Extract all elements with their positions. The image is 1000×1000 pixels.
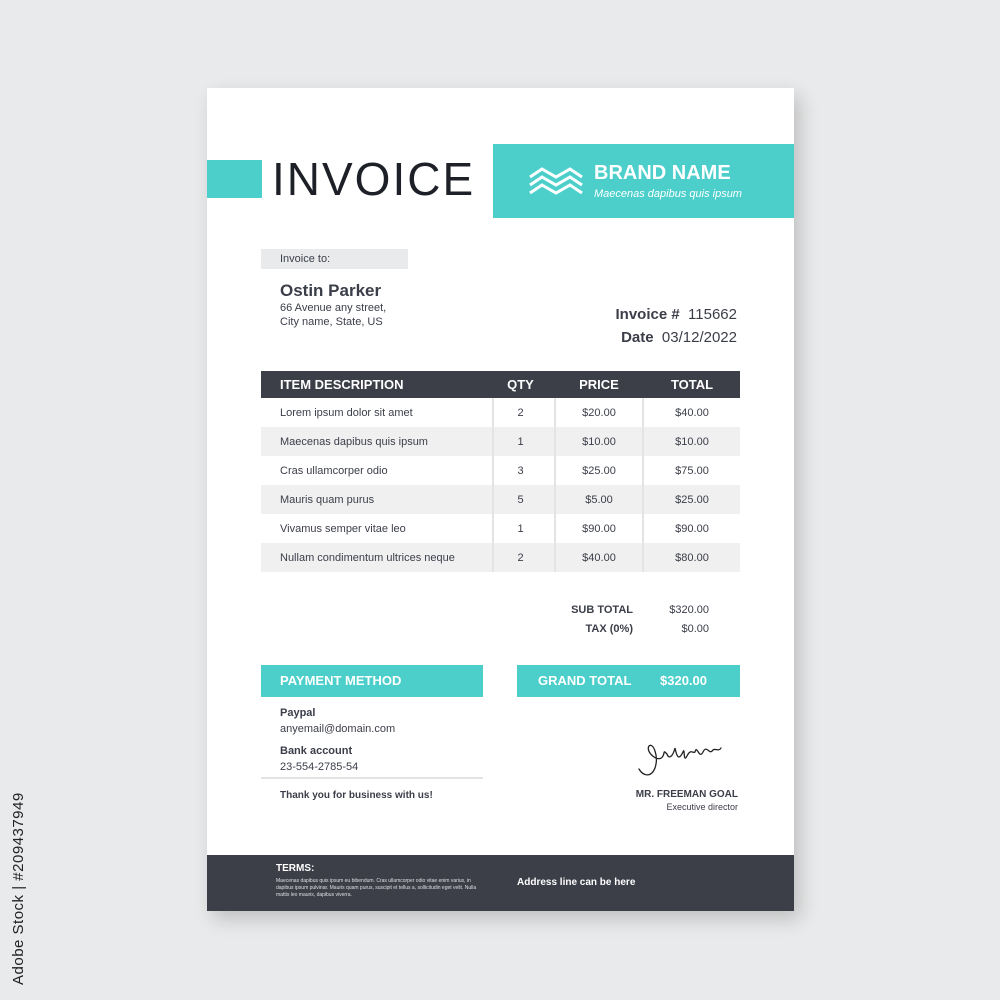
summary-values (643, 601, 709, 639)
table-row (261, 514, 740, 543)
row-description: Cras ullamcorper odio (280, 465, 388, 477)
row-total: $10.00 (675, 436, 709, 448)
invoice-date: 03/12/2022 (661, 329, 737, 346)
table-row (261, 398, 740, 427)
signer-block (636, 789, 738, 813)
table-row (261, 427, 740, 456)
row-price: $10.00 (582, 436, 616, 448)
invoice-date-label: Date (621, 329, 654, 346)
row-total: $90.00 (675, 523, 709, 535)
signer-title: Executive director (666, 802, 738, 812)
row-price: $90.00 (582, 523, 616, 535)
row-qty: 1 (517, 436, 524, 448)
payment-details (280, 705, 395, 775)
column-divider (554, 398, 556, 572)
items-table (261, 371, 740, 572)
bank-account-number: 23-554-2785-54 (280, 761, 359, 773)
client-address-line: City name, State, US (280, 316, 383, 328)
brand-name: BRAND NAME (594, 162, 731, 184)
row-qty: 2 (517, 552, 524, 564)
brand-tagline: Maecenas dapibus quis ipsum (594, 188, 742, 200)
tax-label: TAX (0%) (585, 623, 633, 635)
row-qty: 2 (517, 407, 524, 419)
invoice-number-label: Invoice # (615, 306, 680, 323)
terms-text: Maecenas dapibus quis ipsum eu bibendum. Cras ullamcorper odio vitae enim varius, in dapibus ipsum pulvinar. Mauris quam purus, suscipit et tellus a, sollicitudin eget velit. Nulla mattis leo mauris, dapibus viverra. (276, 878, 477, 898)
thank-you-note: Thank you for business with us! (280, 790, 433, 801)
row-price: $25.00 (582, 465, 616, 477)
grand-total-label: GRAND TOTAL (538, 673, 632, 688)
header-total: TOTAL (670, 377, 714, 392)
header-price: PRICE (579, 377, 619, 392)
signature-image (629, 734, 729, 784)
invoice-number: 115662 (688, 306, 737, 323)
row-qty: 1 (517, 523, 524, 535)
table-row (261, 543, 740, 572)
row-description: Lorem ipsum dolor sit amet (280, 407, 413, 419)
column-divider (642, 398, 644, 572)
row-price: $20.00 (582, 407, 616, 419)
tax-value: $0.00 (681, 623, 709, 635)
divider (261, 777, 483, 779)
client-address (280, 301, 386, 329)
client-name: Ostin Parker (280, 281, 382, 300)
grand-total-bar (517, 665, 740, 697)
row-description: Mauris quam purus (280, 494, 375, 506)
row-total: $80.00 (675, 552, 709, 564)
payment-email: anyemail@domain.com (280, 723, 396, 735)
client-address-line: 66 Avenue any street, (280, 302, 387, 314)
subtotal-value: $320.00 (669, 604, 709, 616)
row-total: $40.00 (675, 407, 709, 419)
header-description: ITEM DESCRIPTION (280, 377, 404, 392)
row-price: $5.00 (585, 494, 613, 506)
invoice-to-label: Invoice to: (261, 249, 408, 269)
brand-header (493, 144, 794, 218)
table-row (261, 485, 740, 514)
wave-logo-icon (528, 166, 584, 196)
header-qty: QTY (507, 377, 534, 392)
bank-account-label: Bank account (280, 745, 353, 757)
invoice-page (207, 88, 794, 911)
table-header (261, 371, 740, 398)
subtotal-label: SUB TOTAL (571, 604, 633, 616)
row-price: $40.00 (582, 552, 616, 564)
row-qty: 5 (517, 494, 524, 506)
row-total: $25.00 (675, 494, 709, 506)
summary-labels (537, 601, 633, 639)
grand-total-value: $320.00 (660, 673, 707, 688)
page-title: INVOICE (272, 153, 476, 205)
payment-method-name: Paypal (280, 707, 316, 719)
row-description: Maecenas dapibus quis ipsum (280, 436, 428, 448)
footer (207, 855, 794, 911)
row-description: Nullam condimentum ultrices neque (280, 552, 455, 564)
title-accent-bar (207, 160, 262, 198)
payment-method-heading: PAYMENT METHOD (261, 665, 483, 697)
row-description: Vivamus semper vitae leo (280, 523, 406, 535)
footer-address: Address line can be here (517, 877, 636, 888)
row-qty: 3 (517, 465, 524, 477)
terms-label: TERMS: (276, 863, 315, 874)
signer-name: MR. FREEMAN GOAL (635, 789, 738, 800)
invoice-meta (616, 303, 738, 349)
row-total: $75.00 (675, 465, 709, 477)
stock-id: Adobe Stock | #209437949 (10, 792, 27, 985)
column-divider (492, 398, 494, 572)
table-row (261, 456, 740, 485)
